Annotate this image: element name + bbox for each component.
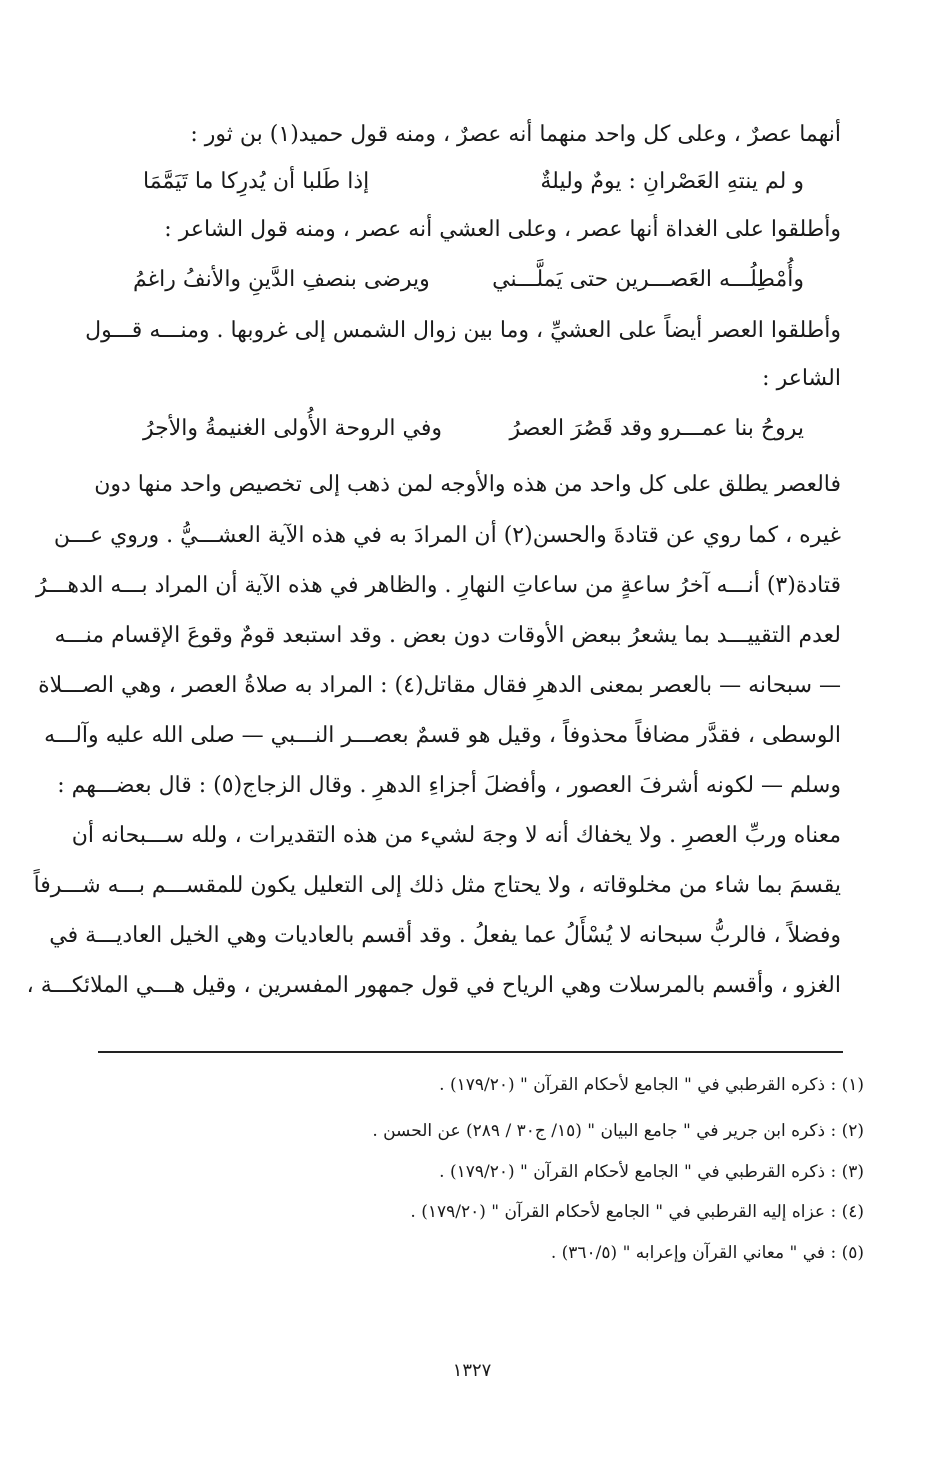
body-line-4: الشاعر : [762,366,841,391]
verse-1-second-hemistich: إذا طَلبا أن يُدرِكا ما تَيَمَّمَا [143,169,370,194]
body-line-13: يقسمَ بما شاء من مخلوقاته ، ولا يحتاج مثل ذلك إلى التعليل يكون للمقســـم بـــه شـــرفاً [33,873,841,898]
verse-2-second-hemistich: ويرضى بنصفِ الدَّينِ والأنفُ راغمُ [133,267,430,292]
body-line-14: وفضلاً ، فالربُّ سبحانه لا يُسْأَلُ عما يفعلُ . وقد أقسم بالعاديات وهي الخيل العاديـــة في [49,923,841,948]
body-line-2: وأطلقوا على الغداة أنها عصر ، وعلى العشي أنه عصر ، ومنه قول الشاعر : [164,217,841,242]
body-line-12: معناه وربِّ العصرِ . ولا يخفاك أنه لا وجهَ لشيء من هذه التقديرات ، ولله ســـبحانه أن [71,823,841,848]
body-line-5: فالعصر يطلق على كل واحد من هذه والأوجه لمن ذهب إلى تخصيص واحد منها دون [94,472,841,497]
body-line-11: وسلم — لكونه أشرفَ العصور ، وأفضلَ أجزاءِ الدهرِ . وقال الزجاج(٥) : قال بعضـــهم : [57,773,841,798]
footnote-2: (٢) : ذكره ابن جرير في " جامع البيان " (١٥/ ج٣٠ / ٢٨٩) عن الحسن . [372,1121,864,1141]
body-line-1: أنهما عصرٌ ، وعلى كل واحد منهما أنه عصرٌ ، ومنه قول حميد(١) بن ثور : [190,122,841,147]
verse-3-first-hemistich: يروحُ بنا عمـــرو وقد قَصُرَ العصرُ [509,416,804,441]
footnote-3: (٣) : ذكره القرطبي في " الجامع لأحكام القرآن " (١٧٩/٢٠) . [439,1162,864,1182]
footnote-1: (١) : ذكره القرطبي في " الجامع لأحكام القرآن " (١٧٩/٢٠) . [439,1075,864,1095]
body-line-7: قتادة(٣) أنـــه آخرُ ساعةٍ من ساعاتِ النهارِ . والظاهر في هذه الآية أن المراد بـــه الدهـــرُ [35,573,841,598]
body-line-9: — سبحانه — بالعصر بمعنى الدهرِ فقال مقاتل(٤) : المراد به صلاةُ العصر ، وهي الصـــلاة [38,673,841,698]
verse-3-second-hemistich: وفي الروحة الأُولى الغنيمةُ والأجرُ [143,416,442,441]
body-line-8: لعدم التقييـــد بما يشعرُ ببعض الأوقات دون بعض . وقد استبعد قومٌ وقوعَ الإقسام منـــه [54,623,841,648]
body-line-15: الغزو ، وأقسم بالمرسلات وهي الرياح في قول جمهور المفسرين ، وقيل هـــي الملائكـــة ، [26,973,841,998]
body-line-3: وأطلقوا العصر أيضاً على العشيِّ ، وما بين زوال الشمس إلى غروبها . ومنـــه قـــول [85,318,841,343]
page-number: ١٣٢٧ [452,1360,492,1381]
footnote-4: (٤) : عزاه إليه القرطبي في " الجامع لأحكام القرآن " (١٧٩/٢٠) . [410,1202,864,1222]
footnote-separator [98,1051,843,1053]
verse-1-first-hemistich: و لم ينتهِ العَصْرانِ : يومٌ وليلةٌ [540,169,804,194]
body-line-10: الوسطى ، فقدَّر مضافاً محذوفاً ، وقيل هو قسمٌ بعصـــر النـــبي — صلى الله عليه وآلـــه [44,723,841,748]
body-line-6: غيره ، كما روي عن قتادةَ والحسن(٢) أن المرادَ به في هذه الآية العشـــيُّ . وروي عـــن [53,523,841,548]
verse-2-first-hemistich: وأُمْطِلُـــه العَصـــرين حتى يَملَّـــني [492,267,804,292]
footnote-5: (٥) : في " معاني القرآن وإعرابه " (٣٦٠/٥) . [550,1243,864,1263]
